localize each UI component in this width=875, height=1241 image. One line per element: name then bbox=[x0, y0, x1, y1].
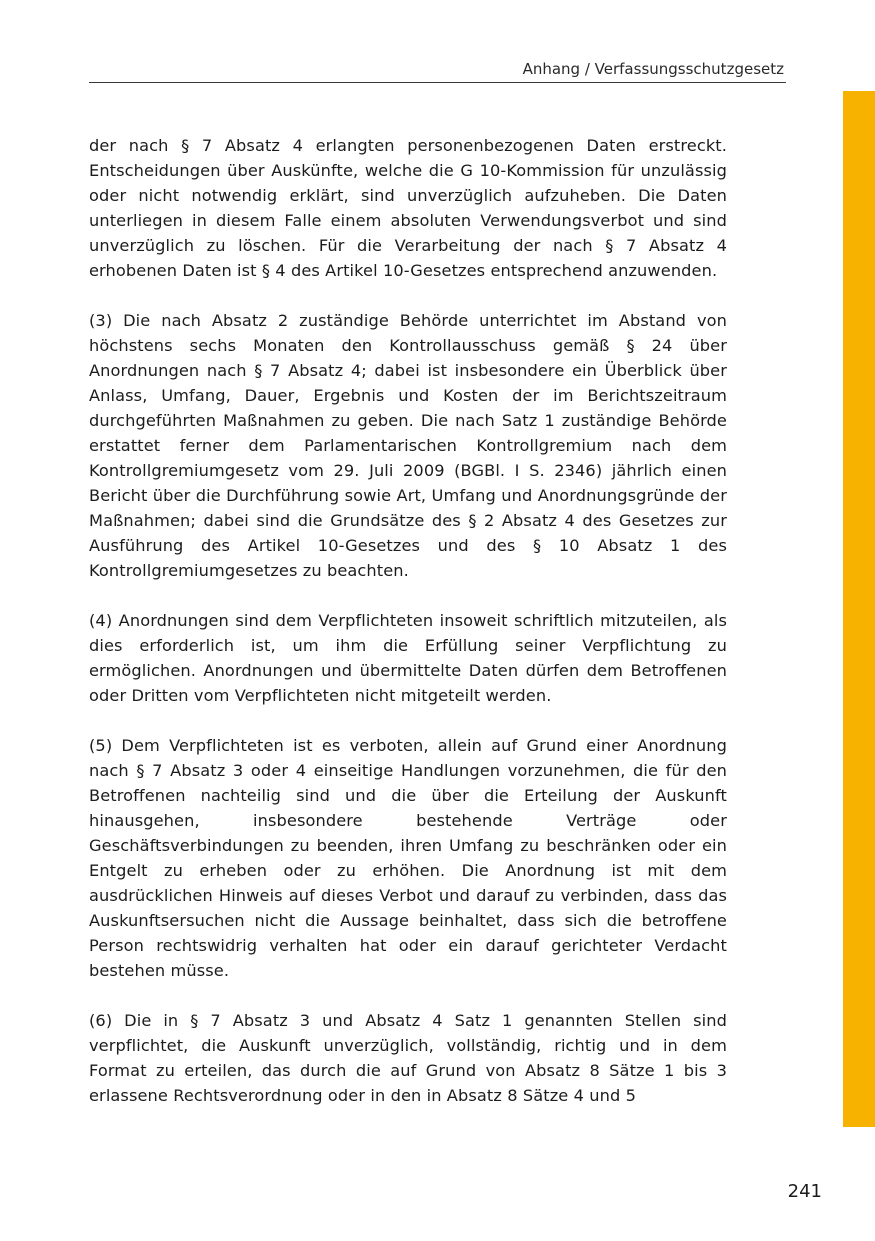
paragraph-3: (3) Die nach Absatz 2 zuständige Behörde unterrichtet im Abstand von höchstens sechs Monaten den Kontrollausschuss gemäß § 24 über Anordnungen nach § 7 Absatz 4; dabei ist insbesondere ein Überblick über Anlass, Umfang, Dauer, Ergebnis und Kosten der im Berichtszeitraum durchgeführten Maßnahmen zu geben. Die nach Satz 1 zuständige Behörde erstattet ferner dem Parlamentarischen Kontrollgremium nach dem Kontrollgremiumgesetz vom 29. Juli 2009 (BGBl. I S. 2346) jährlich einen Bericht über die Durchführung sowie Art, Umfang und Anordnungsgründe der Maßnahmen; dabei sind die Grundsätze des § 2 Absatz 4 des Gesetzes zur Ausführung des Artikel 10-Gesetzes und des § 10 Absatz 1 des Kontrollgremiumgesetzes zu beachten. bbox=[89, 311, 727, 580]
paragraph-6: (6) Die in § 7 Absatz 3 und Absatz 4 Satz 1 genannten Stellen sind verpflichtet, die Auskunft unverzüglich, vollständig, richtig und in dem Format zu erteilen, das durch die auf Grund von Absatz 8 Sätze 1 bis 3 erlassene Rechtsverordnung oder in den in Absatz 8 Sätze 4 und 5 bbox=[89, 1011, 727, 1105]
paragraph-4: (4) Anordnungen sind dem Verpflichteten insoweit schriftlich mitzuteilen, als dies erforderlich ist, um ihm die Erfüllung seiner Verpflichtung zu ermöglichen. Anordnungen und übermittelte Daten dürfen dem Betroffenen oder Dritten vom Verpflichteten nicht mitgeteilt werden. bbox=[89, 611, 727, 705]
paragraph-continuation: der nach § 7 Absatz 4 erlangten personenbezogenen Daten erstreckt. Entscheidungen über Auskünfte, welche die G 10-Kommission für unzulässig oder nicht notwendig erklärt, sind unverzüglich aufzuheben. Die Daten unterliegen in diesem Falle einem absoluten Verwendungsverbot und sind unverzüglich zu löschen. Für die Verarbeitung der nach § 7 Absatz 4 erhobenen Daten ist § 4 des Artikel 10-Gesetzes entsprechend anzuwenden. bbox=[89, 136, 727, 280]
chapter-tab-marker bbox=[843, 91, 875, 1127]
header-title: Anhang / Verfassungsschutzgesetz bbox=[522, 60, 784, 78]
paragraph-5: (5) Dem Verpflichteten ist es verboten, allein auf Grund einer Anordnung nach § 7 Absatz 3 oder 4 einseitige Handlungen vorzunehmen, die für den Betroffenen nachteilig sind und die über die Erteilung der Auskunft hinausgehen, insbesondere bestehende Verträge oder Geschäftsverbindungen zu beenden, ihren Umfang zu beschränken oder ein Entgelt zu erheben oder zu erhöhen. Die Anordnung ist mit dem ausdrücklichen Hinweis auf dieses Verbot und darauf zu verbinden, dass das Auskunftsersuchen nicht die Aussage beinhaltet, dass sich die betroffene Person rechtswidrig verhalten hat oder ein darauf gerichteter Verdacht bestehen müsse. bbox=[89, 736, 727, 980]
running-header bbox=[89, 60, 786, 83]
page-number: 241 bbox=[787, 1181, 822, 1202]
body-text bbox=[89, 133, 727, 1133]
